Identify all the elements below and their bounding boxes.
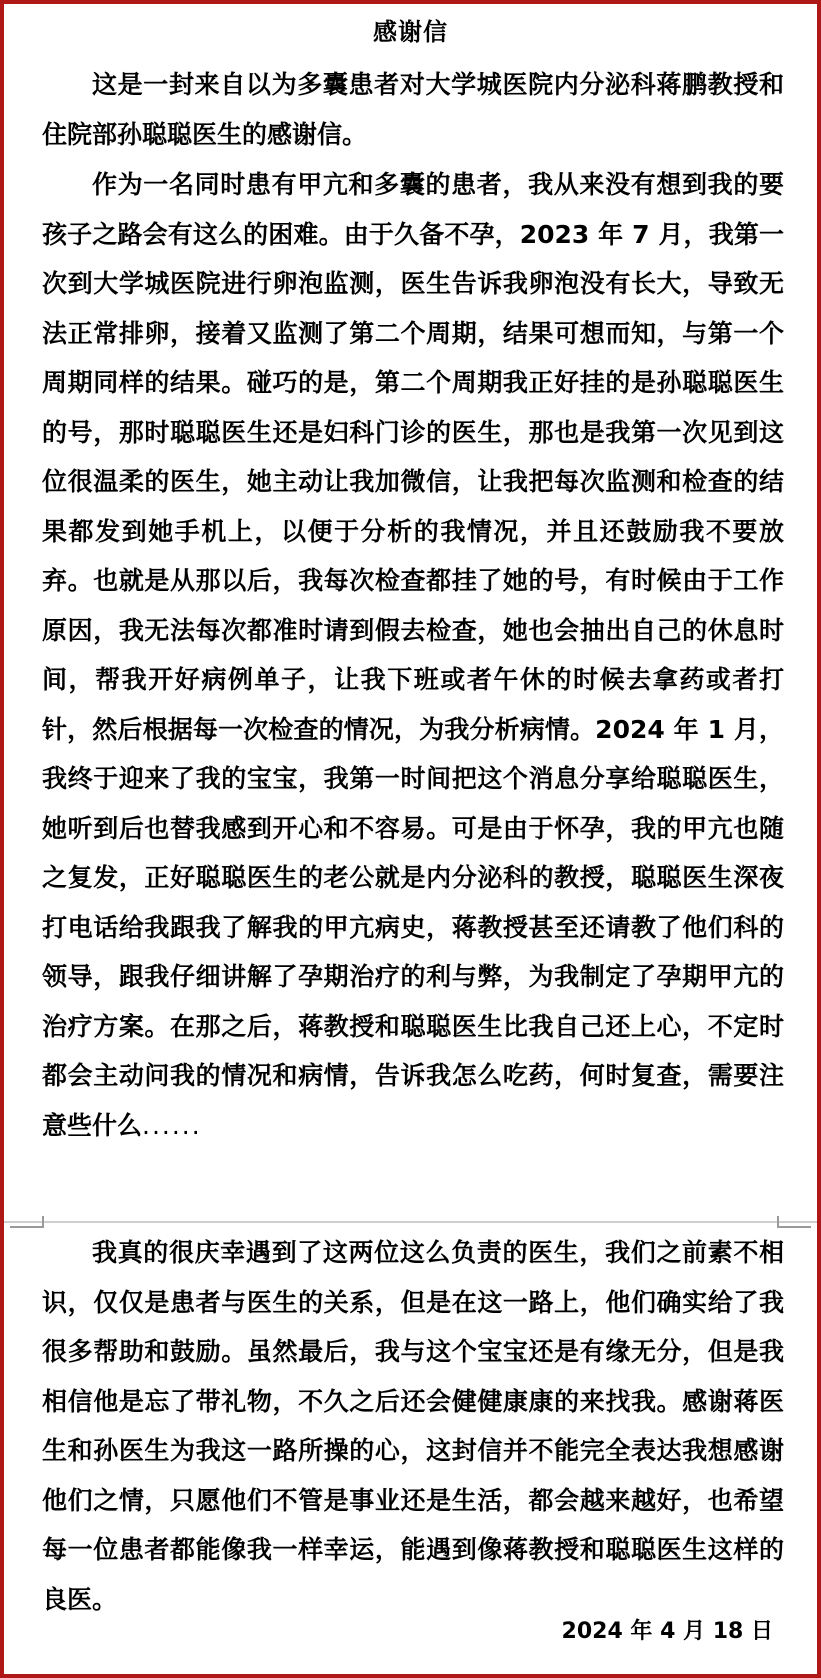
story-paragraph xyxy=(42,160,784,1150)
story-ellipsis: ...... xyxy=(142,1110,202,1140)
page-corner-mark-left xyxy=(10,1216,44,1228)
closing-text: 我真的很庆幸遇到了这两位这么负责的医生，我们之前素不相识，仅仅是患者与医生的关系，但是在这一路上，他们确实给了我很多帮助和鼓励。虽然最后，我与这个宝宝还是有缘无分，但是我相信他是忘了带礼物，不久之后还会健健康康的来找我。感谢蒋医生和孙医生为我这一路所操的心，这封信并不能完全表达我想感谢他们之情，只愿他们不管是事业还是生活，都会越来越好，也希望每一位患者都能像我一样幸运，能遇到像蒋教授和聪聪医生这样的良医。 xyxy=(42,1238,784,1614)
intro-text: 这是一封来自以为多囊患者对大学城医院内分泌科蒋鹏教授和住院部孙聪聪医生的感谢信。 xyxy=(42,70,784,149)
intro-paragraph xyxy=(42,60,784,159)
page-break-line xyxy=(4,1221,817,1223)
letter-title: 感谢信 xyxy=(373,18,448,46)
signature-date: 2024 年 4 月 18 日 xyxy=(561,1619,773,1644)
page-corner-mark-right xyxy=(777,1216,811,1228)
story-text: 作为一名同时患有甲亢和多囊的患者，我从来没有想到我的要孩子之路会有这么的困难。由于久备不孕，2023 年 7 月，我第一次到大学城医院进行卵泡监测，医生告诉我卵泡没有长大，导致无法正常排卵，接着又监测了第二个周期，结果可想而知，与第一个周期同样的结果。碰巧的是，第二个周期我正好挂的是孙聪聪医生的号，那时聪聪医生还是妇科门诊的医生，那也是我第一次见到这位很温柔的医生，她主动让我加微信，让我把每次监测和检查的结果都发到她手机上，以便于分析的我情况，并且还鼓励我不要放弃。也就是从那以后，我每次检查都挂了她的号，有时候由于工作原因，我无法每次都准时请到假去检查，她也会抽出自己的休息时间，帮我开好病例单子，让我下班或者午休的时候去拿药或者打针，然后根据每一次检查的情况，为我分析病情。2024 年 1 月，我终于迎来了我的宝宝，我第一时间把这个消息分享给聪聪医生，她听到后也替我感到开心和不容易。可是由于怀孕，我的甲亢也随之复发，正好聪聪医生的老公就是内分泌科的教授，聪聪医生深夜打电话给我跟我了解我的甲亢病史，蒋教授甚至还请教了他们科的领导，跟我仔细讲解了孕期治疗的利与弊，为我制定了孕期甲亢的治疗方案。在那之后，蒋教授和聪聪医生比我自己还上心，不定时都会主动问我的情况和病情，告诉我怎么吃药，何时复查，需要注意些什么 xyxy=(42,170,784,1140)
closing-paragraph xyxy=(42,1228,784,1624)
